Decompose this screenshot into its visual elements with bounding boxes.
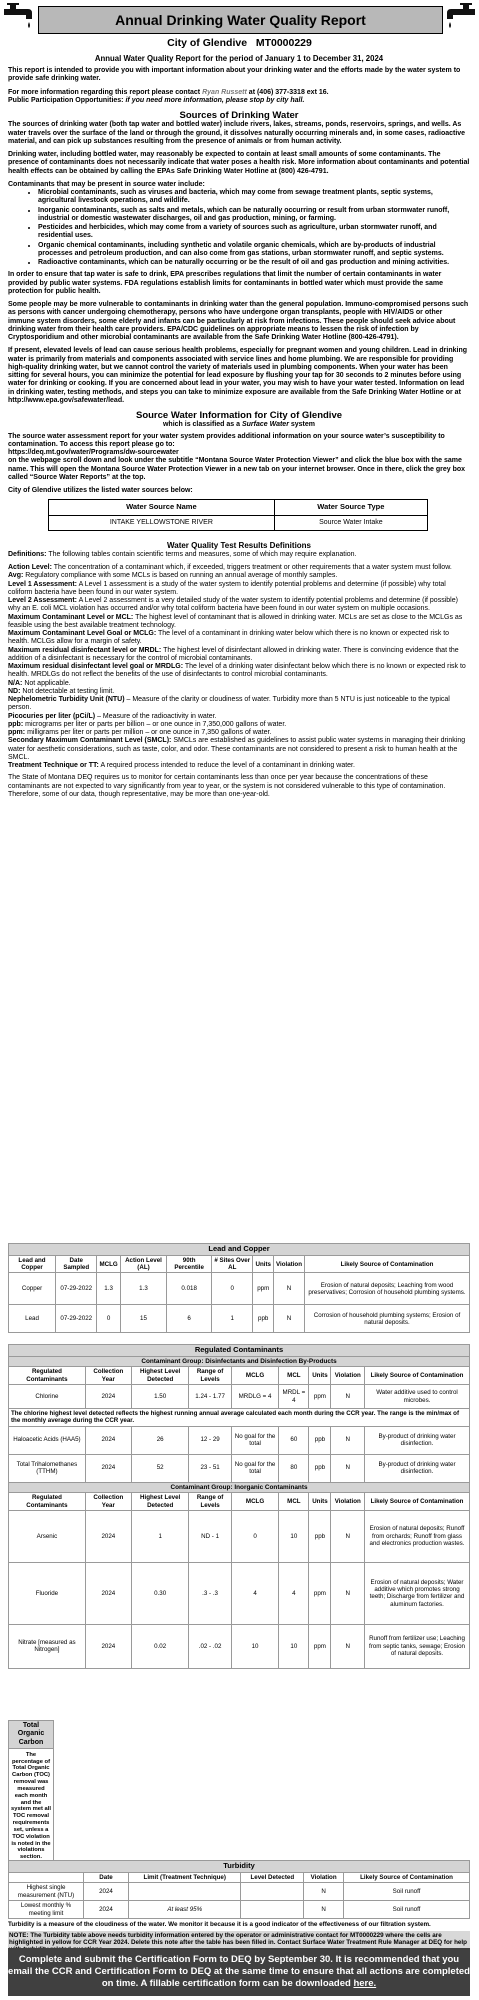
list-item: • Inorganic contaminants, such as salts and metals, which can be naturally occurring or result from urban stormwater runoff, industrial or domestic wastewater discharges, oil and gas production, mining, or farming. [38,207,470,224]
table-row [9,1883,470,1901]
table-row [9,1385,470,1409]
table-cell: 1 [212,1305,253,1333]
source-info-p1: The source water assessment report for your water system provides additional information on your source water’s susceptibility to contamination. To access this report please go to: [8,432,445,448]
column-header: Regulated Contaminants [9,1367,86,1385]
table-row [9,1454,470,1482]
column-header: Date Sampled [56,1255,97,1273]
definition-item: Level 2 Assessment: A Level 2 assessment is a very detailed study of the water system to identify potential problems and determine (if possible) why an E. coli MCL violation has occurred and/or why total coliform bacteria have been found in our water system on multiple occasions. [8,597,458,613]
column-header: Violation [331,1367,365,1385]
toc-text: The percentage of Total Organic Carbon (TOC) removal was measured each month and the system met all TOC removal requirements set, unless a TOC violation is noted in the violations section. [9,1748,54,1864]
column-header: Regulated Contaminants [9,1493,86,1511]
table-cell: MRDL = 4 [279,1385,309,1409]
table-cell: Haloacetic Acids (HAA5) [9,1426,86,1454]
definition-item: Picocuries per liter (pCi/L) – Measure of the radioactivity in water. [8,712,217,720]
table-cell: No goal for the total [231,1454,279,1482]
certification-banner: Complete and submit the Certification Form to DEQ by September 30. It is recommended that you email the CCR and Certification Form to DEQ at the same time to ensure that all actions are completed on time. A fillable certification form can be downloaded here. [8,1948,470,1996]
table-cell: Copper [9,1273,56,1305]
report-title: Annual Drinking Water Quality Report [38,6,443,34]
table-cell: ppm [253,1273,273,1305]
column-header: Highest Level Detected [131,1493,189,1511]
list-item: • Organic chemical contaminants, including synthetic and volatile organic chemicals, which are by-products of industrial processes and petroleum production, and can also come from gas stations, urban stormwater runoff, and septic systems. [38,242,470,259]
table-row [9,1305,470,1333]
system-name: City of Glendive MT0000229 [167,37,312,49]
column-header: 90th Percentile [167,1255,212,1273]
turbidity-section [8,1860,470,1955]
faucet-icon [443,3,477,33]
definition-item: Avg: Regulatory compliance with some MCLs is based on running an annual average of monthly samples. [8,572,338,580]
table-row [9,1562,470,1624]
table-cell: By-product of drinking water disinfection. [365,1454,470,1482]
table-cell: 07-29-2022 [56,1305,97,1333]
table-title: Turbidity [9,1861,470,1873]
table-cell: Runoff from fertilizer use; Leaching from septic tanks, sewage; Erosion of natural deposits. [365,1624,470,1668]
table-cell [241,1901,304,1919]
definition-item: Treatment Technique or TT: A required process intended to reduce the level of a contaminant in drinking water. [8,762,355,770]
table-cell: 0.018 [167,1273,212,1305]
group-title: Contaminant Group: Disinfectants and Disinfection By-Products [9,1356,470,1367]
table-cell: 2024 [85,1510,131,1562]
table-title: Total Organic Carbon [9,1721,54,1749]
table-cell: Lead [9,1305,56,1333]
table-cell: By-product of drinking water disinfection. [365,1426,470,1454]
group-title: Contaminant Group: Inorganic Contaminants [9,1482,470,1493]
toc-section [8,1720,54,1865]
table-cell: 2024 [85,1454,131,1482]
list-item: • Microbial contaminants, such as viruses and bacteria, which may come from sewage treatment plants, septic systems, agricultural livestock operations, and wildlife. [38,189,470,206]
table-cell: ppb [309,1426,331,1454]
column-header: Level Detected [241,1872,304,1882]
table-cell: 0 [212,1273,253,1305]
column-header: Water Source Type [274,500,427,516]
table-cell: Corrosion of household plumbing systems; Erosion of natural deposits. [305,1305,470,1333]
column-header [9,1872,84,1882]
column-header: Range of Levels [189,1367,231,1385]
intro-section [8,54,470,804]
table-cell: 07-29-2022 [56,1273,97,1305]
column-header: Violation [304,1872,344,1882]
column-header: MCLG [231,1367,279,1385]
column-header: Likely Source of Contamination [305,1255,470,1273]
sources-p1: The sources of drinking water (both tap water and bottled water) include rivers, lakes, streams, ponds, reservoirs, springs, and wells. As water travels over the surface of the land or through the ground, it dissolves naturally occurring minerals and, in some cases, radioactive material, and can pick up substances resulting from the presence of animals or from human activity. [8,121,466,145]
table-cell: N [331,1510,365,1562]
source-info-subheading: which is classified as a Surface Water system [162,421,316,429]
chlorine-note: The chlorine highest level detected reflects the highest running annual average calculated each month during the CCR year. The range is the min/max of the monthly average during the CCR year. [9,1409,470,1427]
table-cell: 1.3 [120,1273,167,1305]
lead-copper-section [8,1243,470,1333]
column-header: Units [253,1255,273,1273]
source-info-p2: on the webpage scroll down and look under the subtitle “Montana Source Water Protection Viewer” and click the blue box with the same name. This will open the Montana Source Water Protection Viewer in a new tab on your internet browser. Once in there, click the grey box called “Source Water Reports” at the top. [8,457,466,481]
column-header: Limit (Treatment Technique) [129,1872,241,1882]
purpose-text: This report is intended to provide you with important information about your drinking water and the efforts made by the water system to provide safe drinking water. [8,67,461,83]
column-header: Highest Level Detected [131,1367,189,1385]
column-header: Water Source Name [49,500,275,516]
column-header: Units [309,1367,331,1385]
column-header: Violation [331,1493,365,1511]
table-cell: Nitrate [measured as Nitrogen] [9,1624,86,1668]
table-cell: 2024 [85,1562,131,1624]
column-header: MCL [279,1367,309,1385]
sources-p2: Drinking water, including bottled water, may reasonably be expected to contain at least small amounts of some contaminants. The presence of contaminants does not necessarily indicate that water poses a health risk. More information about contaminants and potential health effects can be obtained by calling the EPAs Safe Drinking Water Hotline at (800) 426-4791. [8,151,470,175]
table-cell: 2024 [85,1385,131,1409]
definitions-intro: Definitions: The following tables contain scientific terms and measures, some of which may require explanation. [8,550,357,558]
table-row [9,1624,470,1668]
participation-line: Public Participation Opportunities: if you need more information, please stop by city hall. [8,96,305,104]
table-cell: Lowest monthly % meeting limit [9,1901,84,1919]
column-header: Likely Source of Contamination [365,1493,470,1511]
column-header: Likely Source of Contamination [365,1367,470,1385]
table-cell: At least 95% [129,1901,241,1919]
column-header: Lead and Copper [9,1255,56,1273]
table-cell: 2024 [84,1901,129,1919]
table-cell: 1.24 - 1.77 [189,1385,231,1409]
table-cell: 15 [120,1305,167,1333]
table-cell: 0.30 [131,1562,189,1624]
table-cell: N [304,1883,344,1901]
definitions-list [8,564,470,770]
table-cell: 2024 [84,1883,129,1901]
table-cell: .3 - .3 [189,1562,231,1624]
table-cell: N [331,1562,365,1624]
monitoring-text: The State of Montana DEQ requires us to monitor for certain contaminants less than once per year because the concentrations of these contaminants are not expected to vary significantly from year to year, or the system is not considered vulnerable to this type of contamination. Therefore, some of our data, though representative, may be more than one-year-old. [8,774,446,798]
table-cell: Erosion of natural deposits; Water additive which promotes strong teeth; Discharge from fertilizer and aluminum factories. [365,1562,470,1624]
table-cell: 60 [279,1426,309,1454]
table-cell: .02 - .02 [189,1624,231,1668]
table-cell: Total Trihalomethanes (TTHM) [9,1454,86,1482]
table-cell: N [304,1901,344,1919]
table-cell: 10 [231,1624,279,1668]
table-cell: N [331,1385,365,1409]
column-header: Action Level (AL) [120,1255,167,1273]
sources-p5: Some people may be more vulnerable to contaminants in drinking water than the general population. Immuno-compromised persons such as persons with cancer undergoing chemotherapy, persons who have undergone organ transplants, people with HIV/AIDS or other immune system disorders, some elderly and infants can be particularly at risk from infections. These people should seek advice about drinking water from their health care providers. EPA/CDC guidelines on appropriate means to lessen the risk of infection by Cryptosporidium and other microbial contaminants are available from the Safe Drinking Water Hotline (800-426-4791). [8,301,469,342]
column-header: Likely Source of Contamination [344,1872,470,1882]
table-cell: Source Water Intake [274,516,427,531]
table-cell: ppm [309,1624,331,1668]
table-cell: 1.50 [131,1385,189,1409]
table-cell: ppb [309,1454,331,1482]
table-cell: N [331,1426,365,1454]
download-link[interactable]: here. [353,1977,377,1989]
column-header: # Sites Over AL [212,1255,253,1273]
table-cell: 4 [279,1562,309,1624]
definition-item: Maximum Contaminant Level Goal or MCLG: The level of a contaminant in drinking water below which there is no known or expected risk to health. MCLGs allow for a margin of safety. [8,630,450,646]
definition-item: Level 1 Assessment: A Level 1 assessment is a study of the water system to identify potential problems and determine (if possible) why total coliform bacteria have been found in our water system. [8,580,446,596]
definition-item: ND: Not detectable at testing limit. [8,687,115,695]
turbidity-note: Turbidity is a measure of the cloudiness of the water. We monitor it because it is a good indicator of the effectiveness of our filtration system. [8,1921,431,1929]
table-cell: 0 [97,1305,120,1333]
sources-p3: Contaminants that may be present in source water include: [8,180,205,188]
table-row [9,1510,470,1562]
water-source-table [48,499,428,531]
table-cell: 0.02 [131,1624,189,1668]
definition-item: Secondary Maximum Contaminant Level (SMCL): SMCLs are established as guidelines to assist public water systems in managing their drinking water for aesthetic considerations, such as taste, color, and odor. These contaminants are not considered to present a risk to human health at the SMCL. [8,737,466,761]
table-cell: Highest single measurement (NTU) [9,1883,84,1901]
table-cell: 23 - 51 [189,1454,231,1482]
lead-copper-table [8,1243,470,1333]
column-header: MCLG [97,1255,120,1273]
list-item: • Radioactive contaminants, which can be naturally occurring or be the result of oil and gas production and mining activities. [38,259,470,267]
table-cell: Erosion of natural deposits; Runoff from orchards; Runoff from glass and electronics production wastes. [365,1510,470,1562]
table-cell: N [273,1273,304,1305]
source-info-heading: Source Water Information for City of Glendive [135,410,343,422]
sources-p4: In order to ensure that tap water is safe to drink, EPA prescribes regulations that limit the number of certain contaminants in water provided by public water systems. FDA regulations establish limits for contaminants in bottled water which must provide the same protection for public health. [8,271,443,295]
definition-item: Action Level: The concentration of a contaminant which, if exceeded, triggers treatment or other requirements that a water system must follow. [8,564,452,572]
column-header: Violation [273,1255,304,1273]
table-row [9,1426,470,1454]
list-item: • Pesticides and herbicides, which may come from a variety of sources such as agriculture, urban stormwater runoff, and residential uses. [38,224,470,241]
table-cell: N [273,1305,304,1333]
report-period: Annual Water Quality Report for the period of January 1 to December 31, 2024 [94,54,384,63]
contaminant-list [8,189,470,267]
source-list-label: City of Glendive utilizes the listed water sources below: [8,487,193,495]
definition-item: Maximum residual disinfectant level or MRDL: The highest level of disinfectant allowed in drinking water. There is convincing evidence that the addition of a disinfectant is necessary for the control of microbial contaminants. [8,646,459,662]
table-cell: Chlorine [9,1385,86,1409]
table-cell: N [331,1624,365,1668]
table-cell: Water additive used to control microbes. [365,1385,470,1409]
table-cell: 1.3 [97,1273,120,1305]
column-header: Units [309,1493,331,1511]
table-cell: 1 [131,1510,189,1562]
table-cell: MRDLG = 4 [231,1385,279,1409]
table-cell: ppb [309,1510,331,1562]
table-cell: ppm [309,1385,331,1409]
table-title: Lead and Copper [9,1244,470,1256]
definition-item: Maximum Contaminant Level or MCL: The highest level of contaminant that is allowed in drinking water. MCLs are set as close to the MCLGs as feasible using the best available treatment technology. [8,613,463,629]
table-cell: Fluoride [9,1562,86,1624]
sources-heading: Sources of Drinking Water [179,110,299,122]
table-cell: N [331,1454,365,1482]
table-cell: 4 [231,1562,279,1624]
table-cell [241,1883,304,1901]
contact-line: For more information regarding this report please contact Ryan Russett at (406) 377-3318 ext 16. [8,88,329,96]
table-cell: Soil runoff [344,1901,470,1919]
table-cell: ND - 1 [189,1510,231,1562]
toc-table [8,1720,54,1865]
table-cell: 0 [231,1510,279,1562]
table-row [9,1901,470,1919]
table-cell: 6 [167,1305,212,1333]
definition-item: ppm: milligrams per liter or parts per million – or one ounce in 7,350 gallons of water. [8,729,272,737]
table-cell: 80 [279,1454,309,1482]
column-header: Collection Year [85,1493,131,1511]
definitions-heading: Water Quality Test Results Definitions [166,541,312,551]
definition-item: Nephelometric Turbidity Unit (NTU) – Measure of the clarity or cloudiness of water. Turbidity more than 5 NTU is just noticeable to the typical person. [8,696,450,712]
definition-item: Maximum residual disinfectant level goal or MRDLG: The level of a drinking water disinfectant below which there is no known or expected risk to health. MRDLGs do not reflect the benefits of the use of disinfectants to control microbial contaminants. [8,663,466,679]
table-cell: Arsenic [9,1510,86,1562]
table-row [49,516,428,531]
table-cell: INTAKE YELLOWSTONE RIVER [49,516,275,531]
table-cell: 12 - 29 [189,1426,231,1454]
faucet-icon [2,3,36,33]
source-url[interactable]: https://deq.mt.gov/water/Programs/dw-sourcewater [8,449,179,457]
definition-item: ppb: micrograms per liter or parts per billion – or one ounce in 7,350,000 gallons of water. [8,720,287,728]
turbidity-table [8,1860,470,1919]
table-cell: ppb [253,1305,273,1333]
table-title: Regulated Contaminants [9,1345,470,1357]
table-cell: 2024 [85,1426,131,1454]
definition-item: N/A: Not applicable. [8,679,71,687]
table-cell: No goal for the total [231,1426,279,1454]
sources-p6: If present, elevated levels of lead can cause serious health problems, especially for pregnant women and young children. Lead in drinking water is primarily from materials and components associated with service lines and home plumbing. We are responsible for providing high-quality drinking water, but we cannot control the variety of materials used in plumbing components. When your water has been sitting for several hours, you can minimize the potential for lead exposure by flushing your tap for 30 seconds to 2 minutes before using water for drinking or cooking. If you are concerned about lead in your water, you may wish to have your water tested. Information on lead in drinking water, testing methods, and steps you can take to minimize exposure are available from the Safe Drinking Water Hotline or at http://www.epa.gov/safewater/lead. [8,347,468,404]
table-cell: Soil runoff [344,1883,470,1901]
column-header: Range of Levels [189,1493,231,1511]
table-cell: Erosion of natural deposits; Leaching from wood preservatives; Corrosion of household plumbing systems. [305,1273,470,1305]
table-cell: 2024 [85,1624,131,1668]
table-cell [129,1883,241,1901]
table-cell: 52 [131,1454,189,1482]
table-cell: 26 [131,1426,189,1454]
column-header: MCL [279,1493,309,1511]
regulated-section [8,1344,470,1669]
column-header: Collection Year [85,1367,131,1385]
column-header: MCLG [231,1493,279,1511]
table-cell: 10 [279,1510,309,1562]
column-header: Date [84,1872,129,1882]
regulated-table [8,1344,470,1669]
table-cell: ppm [309,1562,331,1624]
table-row [9,1273,470,1305]
table-cell: 10 [279,1624,309,1668]
turbidity-instruction-note: NOTE: The Turbidity table above needs turbidity information entered by the operator or administrative contact for MT0000229 where the cells are highlighted in yellow for CCR Year 2024. Delete this note after the table has been filled in. Contact Surface Water Treatment Rule Manager at DEQ for help [8,1931,470,1955]
